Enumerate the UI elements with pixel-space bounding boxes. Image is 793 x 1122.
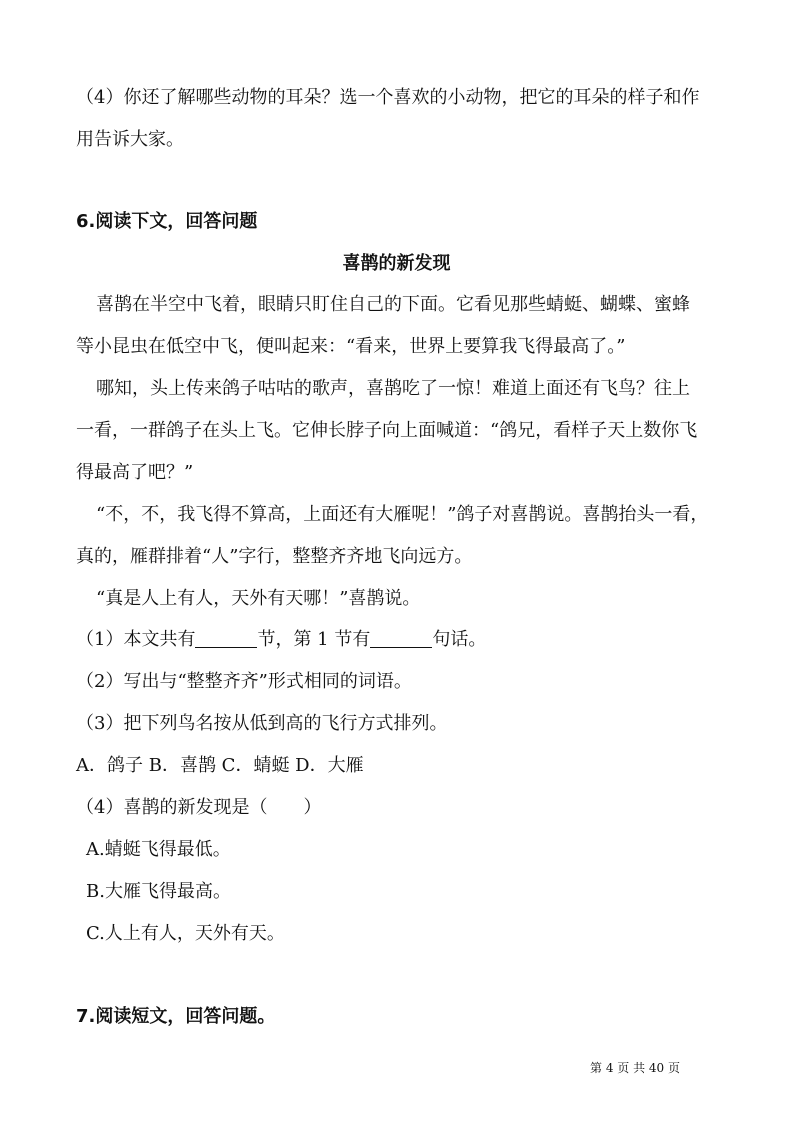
q6-item2: （2）写出与“整整齐齐”形式相同的词语。 [76, 671, 412, 692]
q6-item1-suffix: 句话。 [432, 629, 487, 650]
q5-item4-line2: 用告诉大家。 [76, 129, 184, 150]
answer-blank-paragraphs[interactable] [195, 629, 257, 648]
answer-blank-sentences[interactable] [370, 629, 432, 648]
q6-heading: 6.阅读下文，回答问题 [76, 211, 258, 232]
passage-p2-line1: 哪知，头上传来鸽子咕咕的歌声，喜鹊吃了一惊！难道上面还有飞鸟？往上 [96, 378, 690, 399]
q6-item3-options: A．鸽子 B．喜鹊 C．蜻蜓 D．大雁 [76, 755, 364, 776]
q6-item1-middle: 节，第 1 节有 [257, 629, 371, 650]
q6-item4: （4）喜鹊的新发现是（ ） [76, 797, 322, 818]
passage-p3-line2: 真的，雁群排着“人”字行，整整齐齐地飞向远方。 [76, 546, 473, 567]
passage-title: 喜鹊的新发现 [342, 253, 451, 274]
passage-p2-line2: 一看，一群鸽子在头上飞。它伸长脖子向上面喊道：“鸽兄，看样子天上数你飞 [76, 420, 698, 441]
passage-p4-line1: “真是人上有人，天外有天哪！”喜鹊说。 [96, 588, 421, 609]
q6-item4-option-c: C.人上有人，天外有天。 [86, 923, 285, 944]
q5-item4-line1: （4）你还了解哪些动物的耳朵？选一个喜欢的小动物，把它的耳朵的样子和作 [76, 87, 700, 108]
q6-item1 [76, 628, 726, 652]
q6-item1-prefix: （1）本文共有 [76, 629, 196, 650]
passage-p2-line3: 得最高了吧？” [76, 462, 194, 483]
q6-item4-option-a: A.蜻蜓飞得最低。 [86, 839, 231, 860]
q6-item3: （3）把下列鸟名按从低到高的飞行方式排列。 [76, 713, 448, 734]
passage-p1-line2: 等小昆虫在低空中飞，便叫起来：“看来，世界上要算我飞得最高了。” [76, 336, 626, 357]
q6-item4-option-b: B.大雁飞得最高。 [86, 881, 231, 902]
page-footer: 第 4 页 共 40 页 [590, 1061, 680, 1075]
passage-p3-line1: “不，不，我飞得不算高，上面还有大雁呢！”鸽子对喜鹊说。喜鹊抬头一看， [96, 504, 709, 525]
q7-heading: 7.阅读短文，回答问题。 [76, 1006, 276, 1027]
passage-p1-line1: 喜鹊在半空中飞着，眼睛只盯住自己的下面。它看见那些蜻蜓、蝴蝶、蜜蜂 [96, 294, 690, 315]
